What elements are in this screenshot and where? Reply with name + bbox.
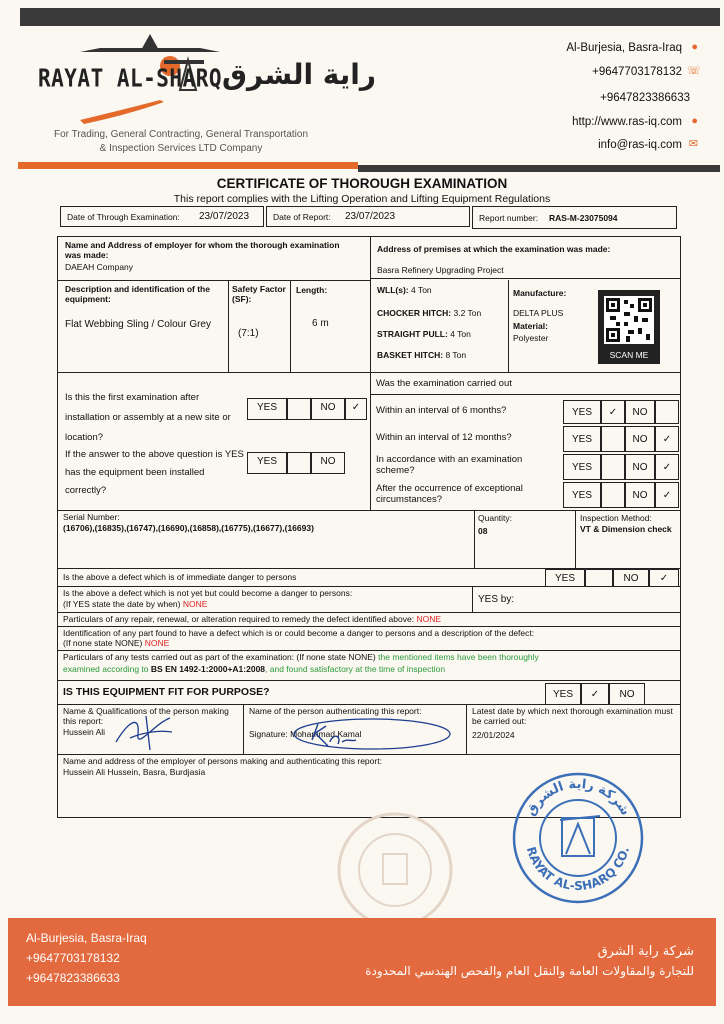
exceptional-yes-cell[interactable]: YES [563,482,601,508]
installed-yes-check-cell[interactable] [287,452,311,474]
basket-label: BASKET HITCH: [377,350,444,360]
rule [57,626,681,627]
auth-person-value: Signature: Mohammad Kamal [249,729,362,739]
quantity-value: 08 [478,526,488,536]
auth-person-label: Name of the person authenticating this report: [249,706,422,716]
immediate-yes-cell[interactable]: YES [545,569,585,587]
header-top-bar [20,8,720,26]
company-tagline [36,128,326,156]
fit-no-cell[interactable]: NO [609,683,645,705]
rule [57,680,681,681]
rule [575,510,576,568]
svg-text:RAYAT AL-SHARQ CO. [524,845,632,893]
report-person-value: Hussein Ali [63,727,106,737]
immediate-no-cell[interactable]: NO [613,569,649,587]
svg-text:شركة راية الشرق [523,777,632,819]
interval-6-yes-check[interactable]: ✓ [601,400,625,424]
fit-yes-check[interactable]: ✓ [581,683,609,705]
header-address [566,42,698,54]
header-stripe-dark [358,165,720,172]
first-exam-no-cell[interactable]: NO [311,398,345,420]
wll-row [377,285,432,295]
yes-by-label: YES by: [478,594,515,605]
equipment-desc-label: Description and identification of the equipment: [65,284,210,304]
identification-none: NONE [144,638,170,648]
exceptional-question: After the occurrence of exceptional circumstances? [376,483,523,505]
location-pin-icon: ● [691,41,698,54]
immediate-no-check[interactable]: ✓ [649,569,679,587]
rule [243,704,244,754]
safety-factor-value: (7:1) [238,328,259,339]
tests-label: Particulars of any tests carried out as part of the examination: (If none state NONE) [63,652,376,662]
quantity-label: Quantity: [478,513,513,523]
signature-2-icon [280,712,455,758]
serial-label: Serial Number: [63,512,120,522]
interval-6-yes-cell[interactable]: YES [563,400,601,424]
rule [370,278,681,279]
choker-value: 3.2 Ton [453,308,482,318]
identification-label: Identification of any part found to have a defect which is or could become a danger to persons and a description of the defect: [63,628,535,638]
header-phone-1-text: +9647703178132 [592,66,682,78]
interval-12-question: Within an interval of 12 months? [376,432,512,443]
report-date-box [266,206,470,227]
tests-result-2: examined according to [63,664,149,674]
footer-phone-2: +9647823386633 [26,971,120,985]
first-exam-yes-check-cell[interactable] [287,398,311,420]
repair-none: NONE [416,614,441,624]
scheme-no-cell[interactable]: NO [625,454,655,480]
qr-code[interactable] [598,290,660,364]
report-date-value: 23/07/2023 [345,211,396,222]
length-label: Length: [296,285,328,295]
straight-value: 4 Ton [450,329,471,339]
scheme-yes-cell[interactable]: YES [563,454,601,480]
certificate-title: CERTIFICATE OF THOROUGH EXAMINATION [216,176,508,191]
rule [370,236,371,510]
rule [57,650,681,651]
tests-result-3: , and found satisfactory at the time of inspection [265,664,446,674]
footer-phone-1: +9647703178132 [26,951,120,965]
exceptional-no-check[interactable]: ✓ [655,482,679,508]
company-name-en: RAYAT AL-SHARQ [38,63,223,93]
straight-label: STRAIGHT PULL: [377,329,448,339]
exceptional-yes-check-cell[interactable] [601,482,625,508]
scheme-no-check[interactable]: ✓ [655,454,679,480]
stamp-ring-ar: شركة راية الشرق [523,776,633,819]
material-label: Material: [513,321,548,331]
rule [57,510,681,511]
installed-no-cell[interactable]: NO [311,452,345,474]
installed-yes-cell[interactable]: YES [247,452,287,474]
report-number-box [472,206,677,229]
tagline-line-2: & Inspection Services LTD Company [99,143,263,154]
could-become-danger-question: Is the above a defect which is not yet but could become a danger to persons: [63,588,353,598]
footer-contact [26,928,147,988]
employer-label: Name and Address of employer for whom the thorough examination was made: [65,240,340,260]
exam-date-label: Date of Through Examination: [67,212,180,222]
interval-12-no-cell[interactable]: NO [625,426,655,452]
fit-for-purpose-question: IS THIS EQUIPMENT FIT FOR PURPOSE? [63,686,270,698]
interval-12-yes-check-cell[interactable] [601,426,625,452]
immediate-yes-check-cell[interactable] [585,569,613,587]
rule [466,704,467,754]
employer-of-persons-label: Name and address of the employer of persons making and authenticating this report: [63,756,382,766]
tests-standard: BS EN 1492-1:2000+A1:2008 [150,664,266,674]
first-exam-yes-cell[interactable]: YES [247,398,287,420]
exam-date-value: 23/07/2023 [199,211,250,222]
choker-row [377,308,481,318]
rule [474,510,475,568]
rule [508,280,509,372]
header-website[interactable] [572,116,698,128]
signature-1-icon [110,712,180,754]
if-none-note: (If none state NONE) [63,638,143,648]
interval-6-no-check-cell[interactable] [655,400,679,424]
wll-value: 4 Ton [411,285,432,295]
scan-me-label: SCAN ME [609,350,649,360]
method-label: Inspection Method: [580,513,652,523]
rule [290,280,291,372]
basket-row [377,350,466,360]
employer-value: DAEAH Company [65,262,134,272]
safety-factor-label: Safety Factor (SF): [232,284,286,304]
first-exam-question: Is this the first examination after installation or assembly at a new site or location? [65,392,231,443]
premises-label: Address of premises at which the examination was made: [377,244,611,254]
footer-services-ar: للتجارة والمقاولات العامة والنقل العام والفحص الهندسي المحدودة [365,964,694,978]
qr-code-icon [598,290,660,348]
scheme-yes-check-cell[interactable] [601,454,625,480]
first-exam-no-check[interactable]: ✓ [345,398,367,420]
email-icon: ✉ [688,138,698,151]
rule [57,372,681,373]
interval-12-yes-cell[interactable]: YES [563,426,601,452]
material-value: Polyester [513,333,549,343]
header-phone-1 [592,65,701,78]
report-person-label: Name & Qualifications of the person making this report: [63,706,229,726]
report-number-label: Report number: [479,213,539,223]
rule [57,612,681,613]
rule [472,586,473,612]
exam-date-box [60,206,264,227]
choker-label: CHOCKER HITCH: [377,308,452,318]
could-become-danger-none: NONE [182,599,208,609]
globe-icon: ● [691,115,698,128]
tests-result-1: the mentioned items have been thoroughly [378,652,539,662]
watermark-stamp-icon [335,810,455,930]
rule [370,394,681,395]
header-phone-2-text: +9647823386633 [600,92,690,104]
manufacture-value: DELTA PLUS [513,308,564,318]
phone-icon: ☏ [687,65,701,78]
header-address-text: Al-Burjesia, Basra-Iraq [566,42,682,54]
interval-6-no-cell[interactable]: NO [625,400,655,424]
length-value: 6 m [312,318,329,329]
next-exam-label: Latest date by which next thorough examination must be carried out: [472,706,673,726]
header-website-text[interactable]: http://www.ras-iq.com [572,116,682,128]
installed-correctly-question: If the answer to the above question is YES has the equipment been installed correctly? [65,449,244,496]
report-date-label: Date of Report: [273,212,331,222]
interval-12-no-check[interactable]: ✓ [655,426,679,452]
exceptional-no-cell[interactable]: NO [625,482,655,508]
basket-value: 8 Ton [445,350,467,360]
repair-label: Particulars of any repair, renewal, or alteration required to remedy the defect identified above: [63,614,415,624]
tagline-line-1: For Trading, General Contracting, General Transportation [53,129,309,140]
was-carried-label: Was the examination carried out [376,378,512,389]
certificate-subtitle: This report complies with the Lifting Operation and Lifting Equipment Regulations [173,193,551,205]
rule [57,280,370,281]
footer-address: Al-Burjesia, Basra-Iraq [26,931,147,945]
next-exam-date: 22/01/2024 [472,730,515,740]
method-value: VT & Dimension check [580,524,672,534]
equipment-desc-value: Flat Webbing Sling / Colour Grey [65,319,211,330]
header-stripe-orange [18,162,358,169]
header-phone-2 [600,92,690,104]
header-email[interactable] [598,139,698,151]
report-number-value: RAS-M-23075094 [549,213,618,223]
premises-value: Basra Refinery Upgrading Project [377,265,504,275]
rule [228,280,229,372]
straight-row [377,329,471,339]
immediate-danger-question: Is the above a defect which is of immediate danger to persons [63,572,297,582]
manufacture-label: Manufacture: [513,288,567,298]
company-name-ar: راية الشرق [222,58,377,91]
if-yes-note: (If YES state the date by when) [63,599,181,609]
wll-label: WLL(s): [377,285,409,295]
company-stamp [510,770,646,906]
employer-of-persons-value: Hussein Ali Hussein, Basra, Burdjasia [63,767,206,777]
interval-6-question: Within an interval of 6 months? [376,405,507,416]
stamp-ring-en: RAYAT AL-SHARQ CO. [523,845,632,894]
fit-yes-cell[interactable]: YES [545,683,581,705]
footer-company-ar: شركة راية الشرق [597,944,694,959]
serial-value: (16706),(16835),(16747),(16690),(16858),(16775),(16677),(16693) [63,523,314,533]
scheme-question: In accordance with an examination scheme? [376,454,523,476]
header-email-text[interactable]: info@ras-iq.com [598,139,682,151]
